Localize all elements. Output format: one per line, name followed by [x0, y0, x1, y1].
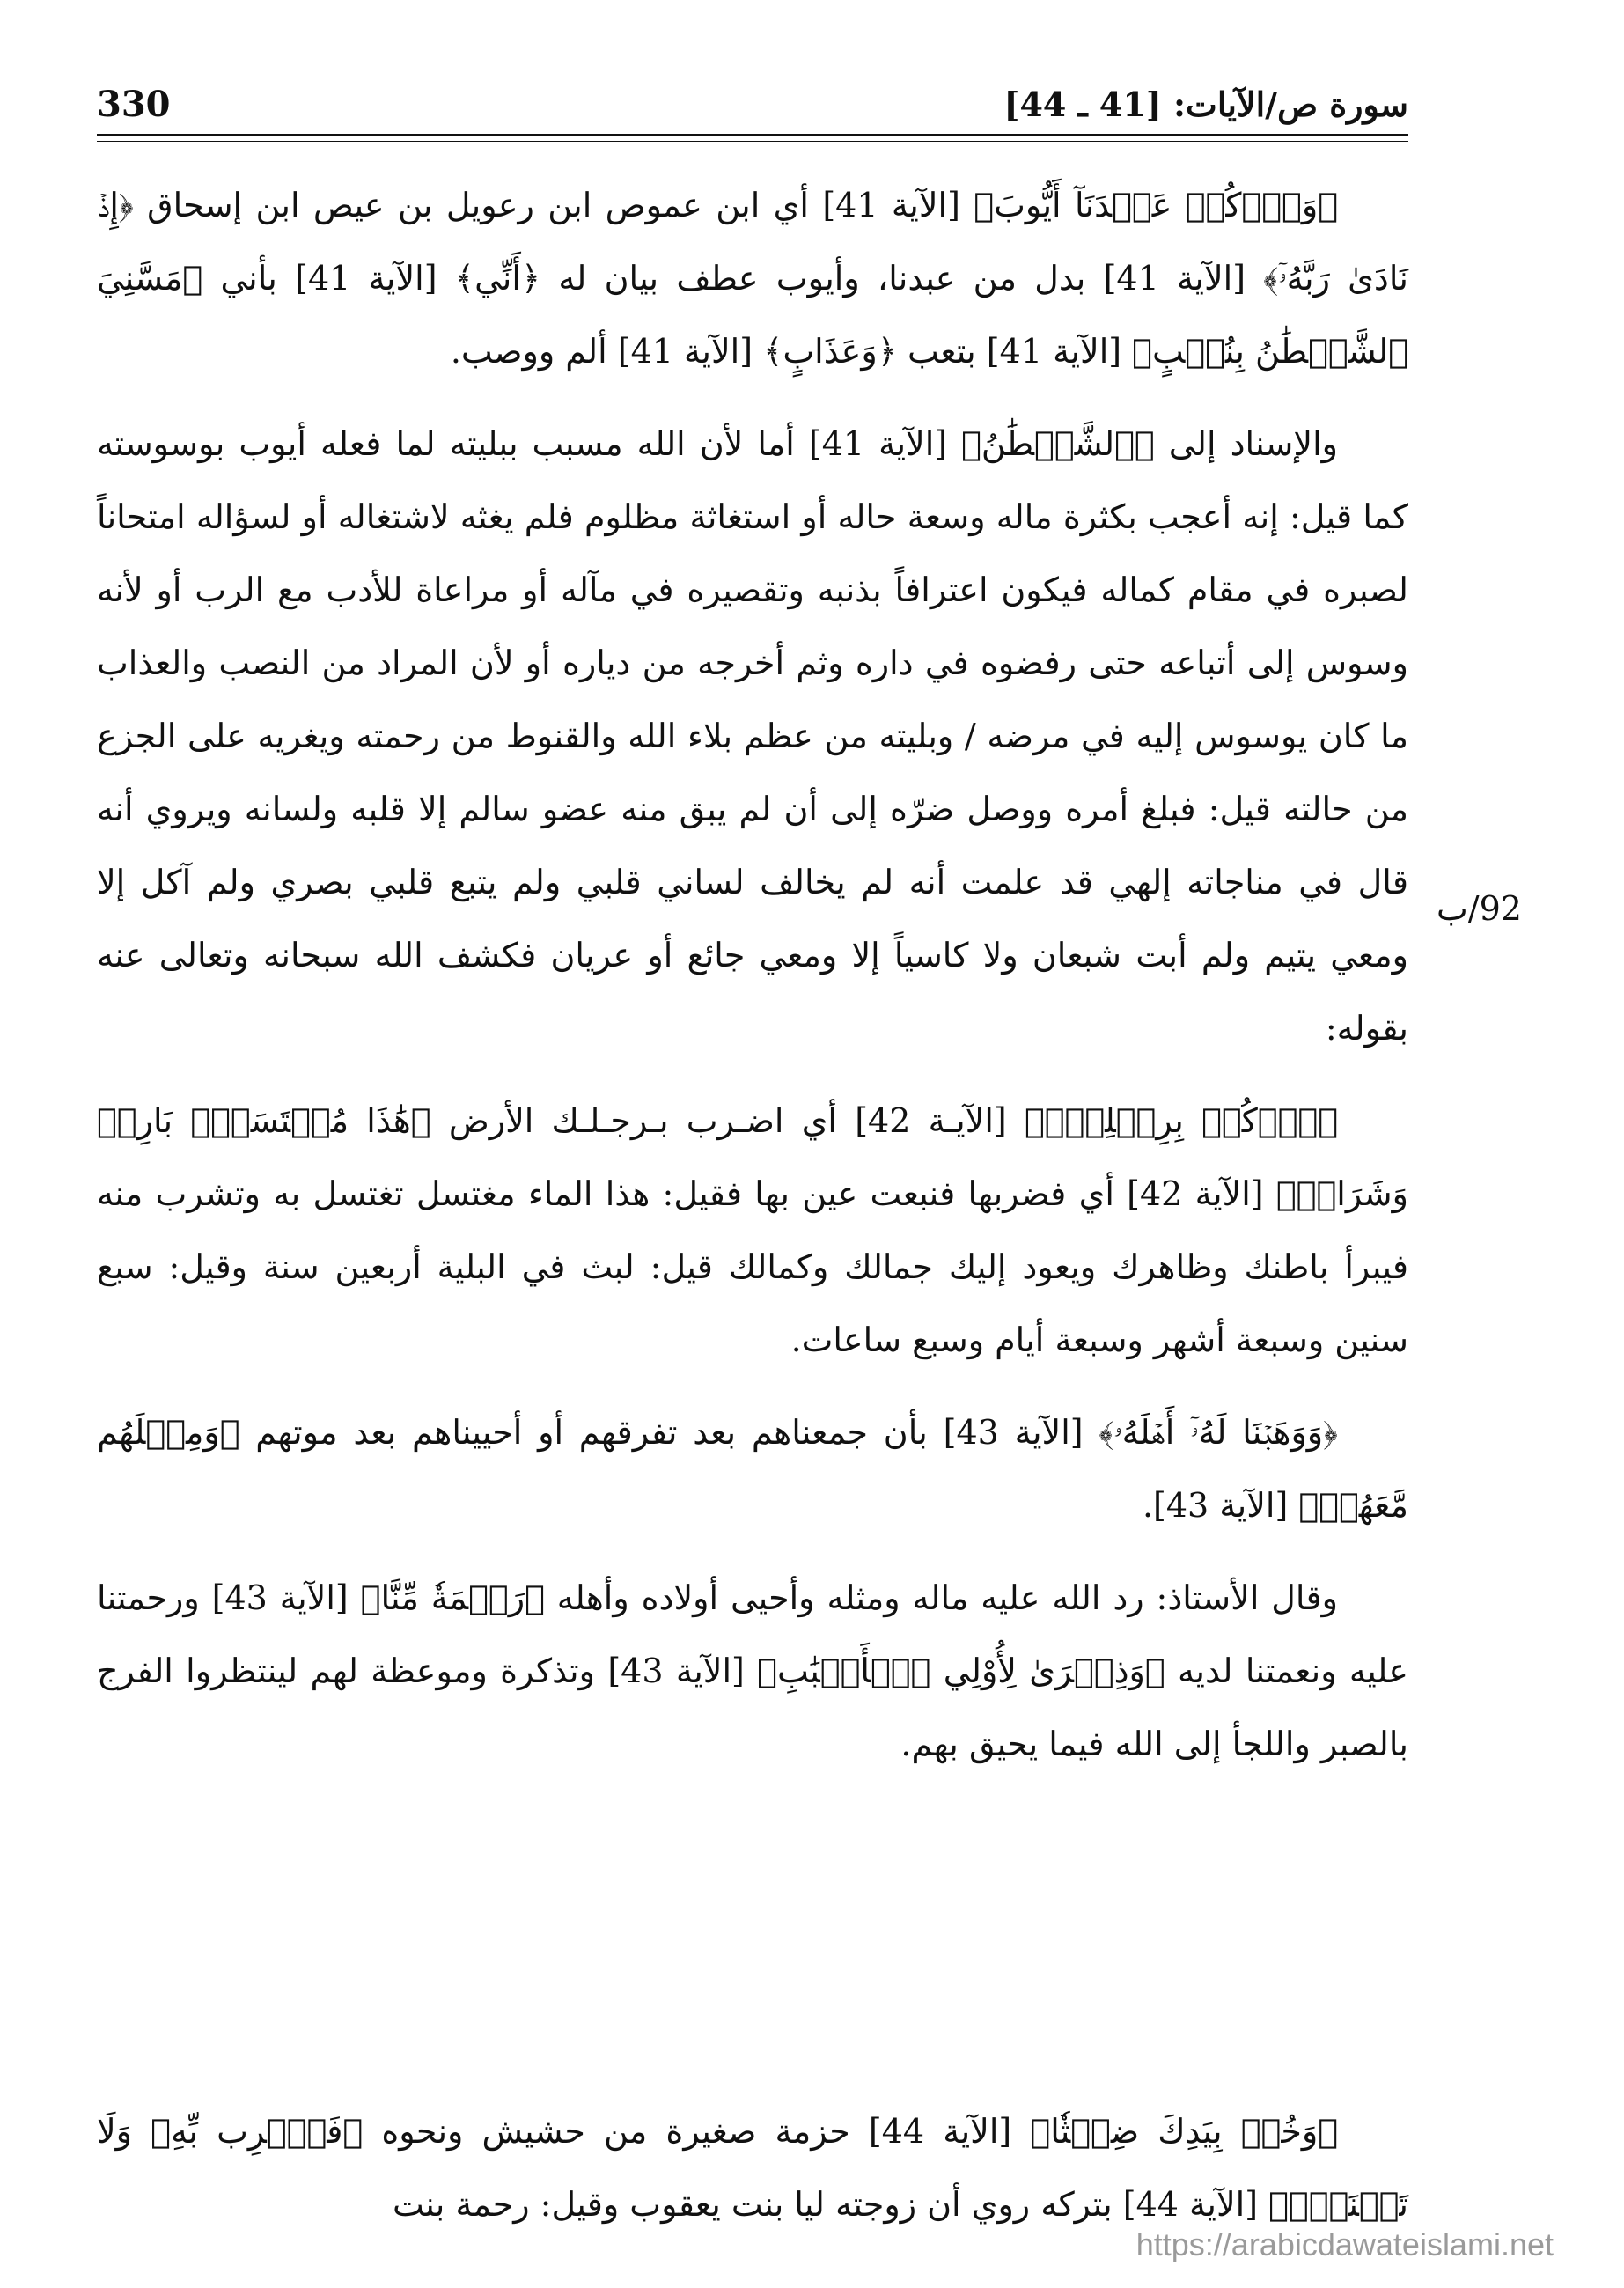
page-header: [97, 77, 1408, 130]
paragraph-verse-44: ﴿وَخُذۡ بِيَدِكَ ضِغۡثٗا﴾ [الآية 44] حزمة صغيرة من حشيش ونحوه ﴿فَٱضۡرِب بِّهِۦ وَلَا تَحۡنَثۡۗ﴾ [الآية 44] بتركه روي أن زوجته ليا بنت يعقوب وقيل: رحمة بنت: [97, 2112, 1408, 2224]
running-title: سورة ص/الآيات: [41 ـ 44]: [1003, 84, 1408, 124]
paragraph-ustadh: وقال الأستاذ: رد الله عليه ماله ومثله وأحيى أولاده وأهله ﴿رَحۡمَةٗ مِّنَّا﴾ [الآية 43] ورحمتنا عليه ونعمتنا لديه ﴿وَذِكۡرَىٰ لِأُوْلِي ٱلۡأَلۡبَٰبِ﴾ [الآية 43] وتذكرة وموعظة لهم لينتظروا الفرج بالصبر واللجأ إلى الله فيما يحيق بهم.: [97, 1578, 1408, 1763]
page-number: 330: [97, 83, 171, 125]
paragraph-verse-41: ﴿وَٱذۡكُرۡ عَبۡدَنَآ أَيُّوبَ﴾ [الآية 41] أي ابن عموص ابن رعويل بن عيص ابن إسحاق ﴿إِذۡ نَادَىٰ رَبَّهُۥٓ﴾ [الآية 41] بدل من عبدنا، وأيوب عطف بيان له ﴿أَنِّي﴾ [الآية 41] بأني ﴿مَسَّنِيَ ٱلشَّيۡطَٰنُ بِنُصۡبٍ﴾ [الآية 41] بتعب ﴿وَعَذَابٍ﴾ [الآية 41] ألم ووصب.: [97, 186, 1408, 371]
paragraph-verse-42: ﴿ٱرۡكُضۡ بِرِجۡلِكَۖ﴾ [الآيـة 42] أي اضـرب بـرجـلـك الأرض ﴿هَٰذَا مُغۡتَسَلُۢ بَارِدٞ وَشَرَابٞ﴾ [الآية 42] أي فضربها فنبعت عين بها فقيل: هذا الماء مغتسل تغتسل به وتشرب منه فيبرأ باطنك وظاهرك ويعود إليك جمالك وكمالك قيل: لبث في البلية أربعين سنة وقيل: سبع سنين وسبعة أشهر وسبعة أيام وسبع ساعات.: [97, 1101, 1408, 1359]
margin-folio-note: 92/ب: [1437, 889, 1522, 928]
continuation-text: [97, 2095, 1408, 2241]
body-text: [97, 169, 1408, 1800]
header-rule-thick: [97, 134, 1408, 136]
header-rule-thin: [97, 141, 1408, 142]
paragraph-verse-43: ﴿وَوَهَبۡنَا لَهُۥٓ أَهۡلَهُۥ﴾ [الآية 43] بأن جمعناهم بعد تفرقهم أو أحييناهم بعد موتهم ﴿وَمِثۡلَهُم مَّعَهُمۡ﴾ [الآية 43].: [97, 1413, 1408, 1525]
watermark-url: https://arabicdawateislami.net: [1135, 2226, 1554, 2262]
paragraph-isnad: والإسناد إلى ﴿ٱلشَّيۡطَٰنُ﴾ [الآية 41] أما لأن الله مسبب ببليته لما فعله أيوب بوسوسته كما قيل: إنه أعجب بكثرة ماله وسعة حاله أو استغاثة مظلوم فلم يغثه لاشتغاله أو لسؤاله امتحاناً لصبره في مقام كماله فيكون اعترافاً بذنبه وتقصيره في مآله أو مراعاة للأدب مع الرب أو لأنه وسوس إلى أتباعه حتى رفضوه في داره وثم أخرجه من دياره أو لأن المراد من النصب والعذاب ما كان يوسوس إليه في مرضه / وبليته من عظم بلاء الله والقنوط من رحمته ويغريه على الجزع من حالته قيل: فبلغ أمره ووصل ضرّه إلى أن لم يبق منه عضو سالم إلا قلبه ولسانه ويروي أنه قال في مناجاته إلهي قد علمت أنه لم يخالف لساني قلبي ولم يتبع قلبي بصري ولم آكل إلا ومعي يتيم ولم أبت شبعان ولا كاسياً إلا ومعي جائع أو عريان فكشف الله سبحانه وتعالى عنه بقوله:: [97, 424, 1408, 1048]
